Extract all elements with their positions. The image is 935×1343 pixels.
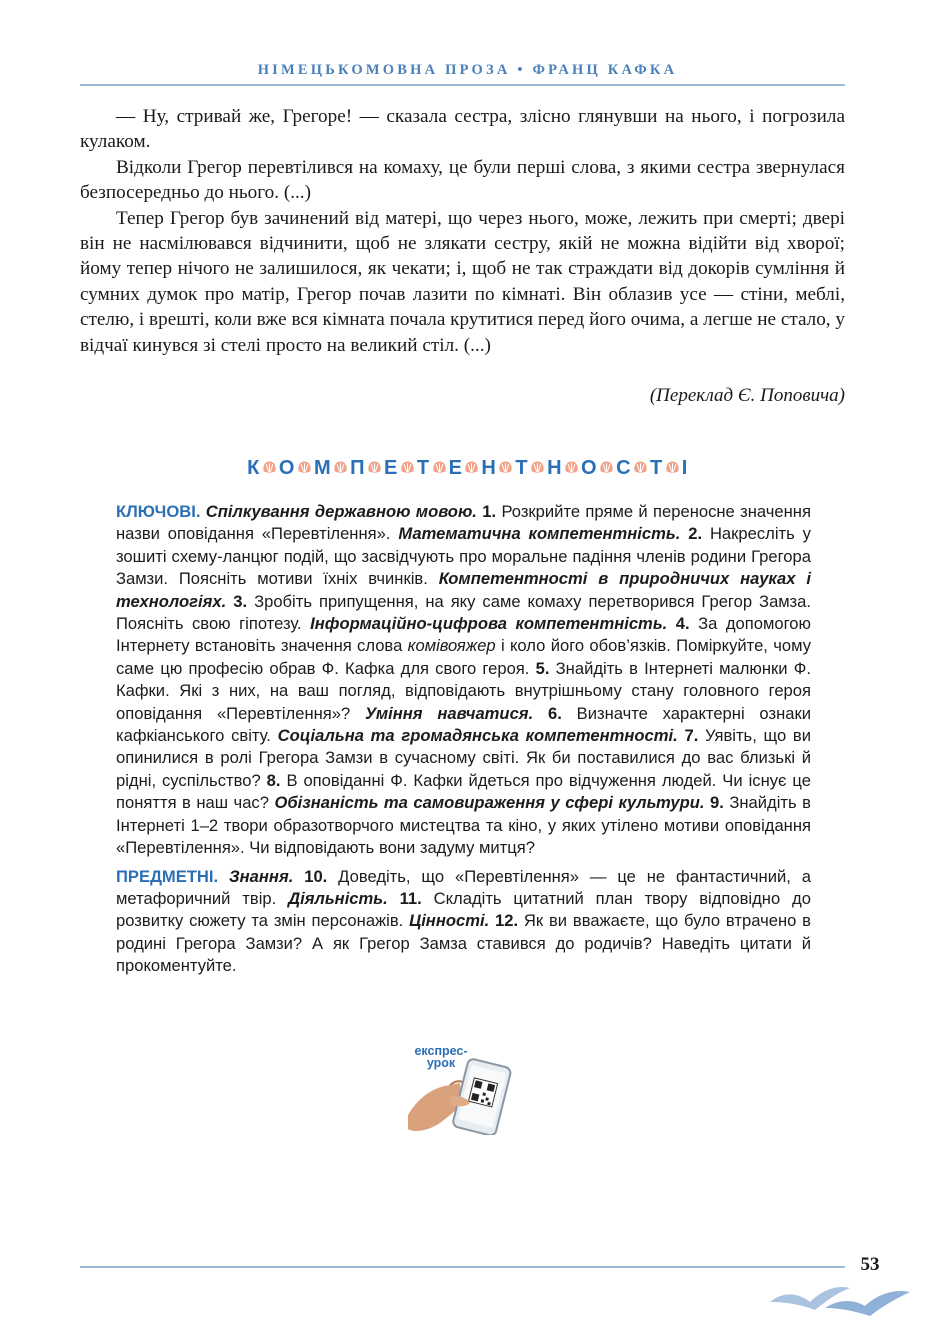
task-text: Знайдіть в Інтернеті малюнки Ф. Кафки. Які з них, на ваш погляд, відповідають внутрішньому стану головного героя оповідання «Перевтілення»? (116, 658, 811, 723)
shell-icon (366, 459, 383, 476)
prose-paragraph-2: Відколи Грегор перевтілився на комаху, це були перші слова, з якими сестра звернулася безпосередньо до нього. (...) (80, 156, 845, 204)
title-letter: Н (481, 457, 497, 479)
task-text: Накресліть у зошиті схему-ланцюг подій, що засвідчують про моральне падіння членів родини Грегора Замзи. Поясніть мотиви їхніх вчинків. (116, 524, 811, 589)
tasks-block (116, 501, 811, 984)
task-text: Визначте характерні ознаки кафкіанського світу. (116, 703, 811, 746)
task-number: 3. (233, 591, 248, 611)
shell-icon (296, 459, 313, 476)
express-lesson-qr[interactable] (400, 1045, 520, 1135)
birds-icon (765, 1272, 915, 1322)
translator-credit: (Переклад Є. Поповича) (649, 385, 845, 406)
title-letter: С (616, 457, 632, 479)
shell-icon (261, 459, 278, 476)
task-text: Знайдіть в Інтернеті 1–2 твори образотворчого мистецтва та кіно, у яких утілено мотиви оповідання «Перевтілення». Чи відповідають вони задуму митця? (116, 793, 811, 858)
shell-icon (529, 459, 546, 476)
title-letter: Н (547, 457, 563, 479)
key-competencies-paragraph (116, 501, 811, 860)
title-letter: К (247, 457, 260, 479)
task-number: 1. (482, 502, 497, 521)
title-letter: П (350, 457, 365, 479)
shell-icon (332, 459, 349, 476)
shell-icon (563, 459, 580, 476)
task-number: 12. (495, 911, 519, 931)
title-letter: І (681, 457, 688, 479)
task-text: Зробіть припущення, на яку саме комаху перетворився Грегор Замза. Поясніть свою гіпотезу. (116, 591, 811, 634)
task-number: 2. (688, 524, 703, 544)
competency-name: Обізнаність та самовираження у сфері культури. (274, 793, 705, 813)
task-number: 6. (547, 703, 562, 723)
shell-icon (632, 459, 649, 476)
task-text: Доведіть, що «Перевтілення» — це не фантастичний, а метафоричний твір. (116, 866, 811, 908)
prose-excerpt (80, 104, 845, 358)
task-text: і коло його обов’язків. Поміркуйте, чому саме цю професію обрав Ф. Кафка для свого героя. (116, 636, 811, 678)
title-letter: О (581, 457, 598, 479)
task-text: В оповіданні Ф. Кафки йдеться про відчуження людей. Чи існує це поняття в наш час? (116, 770, 811, 813)
prose-paragraph-3: Тепер Грегор був зачинений від матері, що через нього, може, лежить при смерті; двері він не насмілювався відчинити, щоб не злякати сестру, якій не можна відійти від хворої; йому тепер нічого не залишилося, як чекати; і, щоб не так страждати від докорів сумління й сумних думок про матір, Грегор почав лазити по кімнаті. Він облазив усе — стіни, меблі, стелю, і врешті, коли вже вся кімната почала крутитися перед його очима, а легше не стало, у відчаї кинувся зі стелі просто на великий стіл. (...) (80, 207, 845, 356)
key-label: КЛЮЧОВІ. (116, 502, 201, 521)
title-letter: Т (416, 457, 430, 479)
title-letter: Т (650, 457, 663, 479)
shell-icon (463, 459, 480, 476)
shell-icon (431, 459, 448, 476)
title-letter: Е (448, 457, 463, 479)
subject-label: ПРЕДМЕТНІ. (116, 866, 219, 886)
task-number: 4. (675, 614, 690, 634)
title-letter: Е (384, 457, 398, 479)
competency-name: Компетентності в природничих науках і технологіях. (116, 569, 811, 611)
task-number: 9. (710, 793, 724, 813)
task-text: За допомогою Інтернету встановіть значення слова (116, 614, 811, 656)
competency-name: Математична компетентність. (398, 524, 681, 544)
competency-name: Уміння навчатися. (365, 703, 534, 723)
footer-rule (80, 1266, 845, 1268)
running-head: НІМЕЦЬКОМОВНА ПРОЗА • ФРАНЦ КАФКА (257, 62, 678, 78)
shell-icon (664, 459, 681, 476)
title-letter: О (278, 457, 295, 479)
competency-name: Знання. (229, 866, 294, 886)
express-lesson-line1: експрес- (414, 1044, 468, 1058)
task-number: 10. (304, 866, 328, 886)
header-rule (80, 84, 845, 86)
shell-icon (399, 459, 416, 476)
italic-term: комівояжер (407, 636, 496, 656)
prose-paragraph-1: — Ну, стривай же, Грегоре! — сказала сестра, злісно глянувши на нього, і погрозила кулаком. (80, 106, 845, 153)
competency-name: Інформаційно-цифрова компетентність. (310, 614, 668, 634)
task-text: Складіть цитатний план твору відповідно до розвитку сюжету та змін персонажів. (116, 888, 811, 931)
task-number: 7. (684, 726, 699, 746)
task-text: Уявіть, що ви опинилися в ролі Грегора Замзи в сучасному світі. Як би поставилися до вас близькі й рідні, суспільство? (116, 726, 811, 790)
shell-icon (598, 459, 615, 476)
title-letter: М (313, 457, 332, 479)
task-number: 11. (399, 888, 422, 908)
competency-name: Соціальна та громадянська компетентності. (277, 726, 678, 746)
hand-phone-icon (400, 1045, 520, 1135)
title-letter: Т (515, 457, 529, 479)
subject-competencies-paragraph (116, 866, 811, 978)
shell-icon (497, 459, 514, 476)
page-number: 53 (860, 1254, 880, 1275)
task-text: Розкрийте пряме й переносне значення назви оповідання «Перевтілення». (116, 502, 811, 544)
competency-name: Діяльність. (288, 888, 388, 908)
task-text: Як ви вважаєте, що було втрачено в родині Грегора Замзи? А як Грегор Замза ставився до родичів? Наведіть цитати й прокоментуйте. (116, 911, 811, 976)
competency-name: Цінності. (409, 911, 490, 931)
competencies-title (0, 457, 935, 480)
task-number: 8. (266, 770, 281, 790)
express-lesson-line2: урок (426, 1056, 456, 1070)
task-number: 5. (535, 658, 550, 678)
competency-name: Спілкування державною мовою. (205, 502, 477, 521)
